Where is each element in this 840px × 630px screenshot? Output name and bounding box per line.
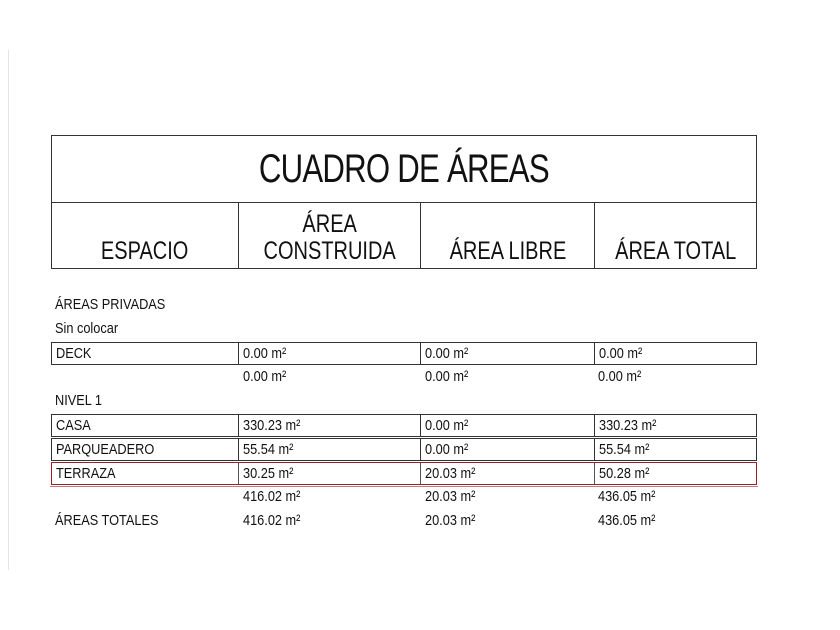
total-total: 436.05 m² xyxy=(598,512,656,529)
cell-construida xyxy=(239,415,421,436)
subtotal-total: 0.00 m² xyxy=(598,368,642,385)
column-header-label: ESPACIO xyxy=(101,237,189,265)
subtotal-construida: 0.00 m² xyxy=(243,368,287,385)
table-row xyxy=(51,414,757,437)
cell-construida xyxy=(239,463,421,484)
title-row xyxy=(52,136,756,203)
cell-text: 50.28 m² xyxy=(599,465,650,482)
cell-text: 20.03 m² xyxy=(425,465,476,482)
table-row-selected[interactable] xyxy=(51,462,757,485)
cell-text: 55.54 m² xyxy=(243,441,294,458)
column-header-construida xyxy=(239,203,421,269)
cell-total xyxy=(595,415,756,436)
cell-espacio xyxy=(52,439,239,460)
schedule-title: CUADRO DE ÁREAS xyxy=(259,146,549,191)
group-nivel-1: NIVEL 1 xyxy=(55,392,103,409)
cell-text: 0.00 m² xyxy=(425,417,469,434)
subtotal-construida: 416.02 m² xyxy=(243,488,301,505)
cell-text: 30.25 m² xyxy=(243,465,294,482)
cell-text: 0.00 m² xyxy=(599,345,643,362)
total-libre: 20.03 m² xyxy=(425,512,476,529)
cell-libre xyxy=(421,415,595,436)
cell-text: 0.00 m² xyxy=(425,345,469,362)
areas-totales-label: ÁREAS TOTALES xyxy=(55,512,159,529)
subtotal-libre: 0.00 m² xyxy=(425,368,469,385)
cell-espacio xyxy=(52,415,239,436)
column-header-espacio xyxy=(52,203,239,269)
cell-libre xyxy=(421,343,595,364)
page-edge-line xyxy=(8,50,9,570)
subtotal-libre: 20.03 m² xyxy=(425,488,476,505)
column-header-total xyxy=(595,203,756,269)
cell-espacio xyxy=(52,343,239,364)
cell-text: CASA xyxy=(56,417,91,434)
column-header-label: ÁREA CONSTRUIDA xyxy=(263,210,396,265)
cell-text: 0.00 m² xyxy=(425,441,469,458)
cell-libre xyxy=(421,463,595,484)
cell-total xyxy=(595,343,756,364)
cell-total xyxy=(595,439,756,460)
cell-espacio xyxy=(52,463,239,484)
cell-total xyxy=(595,463,756,484)
cell-construida xyxy=(239,439,421,460)
column-header-label: ÁREA TOTAL xyxy=(614,237,737,265)
group-sin-colocar: Sin colocar xyxy=(55,320,119,337)
cell-construida xyxy=(239,343,421,364)
total-construida: 416.02 m² xyxy=(243,512,301,529)
section-areas-privadas: ÁREAS PRIVADAS xyxy=(55,296,166,313)
subtotal-total: 436.05 m² xyxy=(598,488,656,505)
cell-text: 0.00 m² xyxy=(243,345,287,362)
cell-text: 330.23 m² xyxy=(243,417,301,434)
column-header-libre xyxy=(421,203,595,269)
cell-text: DECK xyxy=(56,345,92,362)
column-header-label: ÁREA LIBRE xyxy=(449,237,566,265)
cell-text: TERRAZA xyxy=(56,465,116,482)
cell-text: 330.23 m² xyxy=(599,417,657,434)
schedule-header xyxy=(51,135,757,269)
table-row xyxy=(51,438,757,461)
cell-text: PARQUEADERO xyxy=(56,441,155,458)
cell-text: 55.54 m² xyxy=(599,441,650,458)
cell-libre xyxy=(421,439,595,460)
table-row xyxy=(51,342,757,365)
